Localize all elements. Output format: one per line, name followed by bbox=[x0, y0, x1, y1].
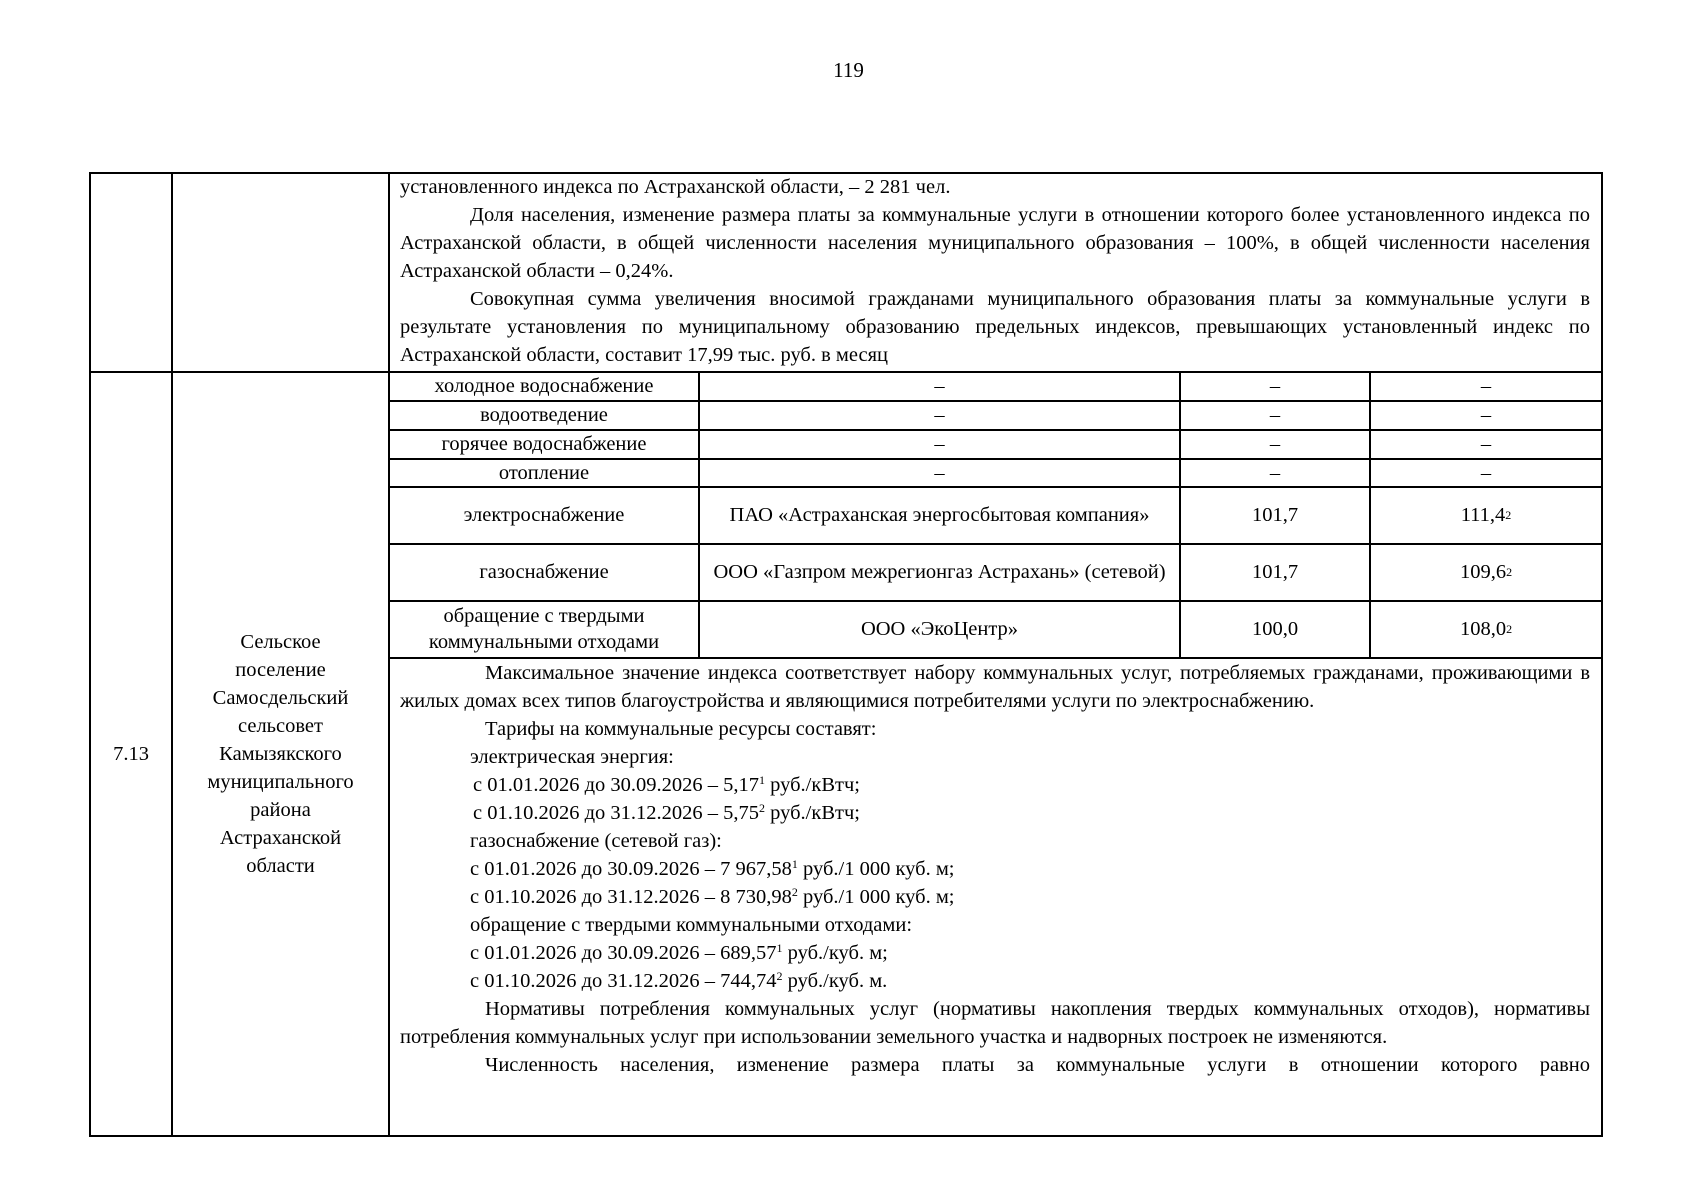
top-section-text bbox=[400, 173, 1590, 371]
municipality-line: Камызякского bbox=[219, 742, 342, 765]
waste-tariff-2: с 01.10.2026 до 31.12.2026 – 744,74$^2$ руб./куб. м. bbox=[470, 969, 888, 992]
service-provider: – bbox=[934, 375, 945, 397]
service-index: – bbox=[1269, 461, 1281, 484]
norms-note: Нормативы потребления коммунальных услуг (нормативы накопления твердых коммунальных отходов), нормативы потребления коммунальных услуг при использовании земельного участка и надворных построек не изменяются. bbox=[400, 998, 1590, 1048]
max-index-value: 111,4 bbox=[1460, 504, 1506, 526]
service-max-index bbox=[1371, 459, 1601, 486]
service-name: отопление bbox=[498, 461, 590, 484]
population-note: Численность населения, изменение размера платы за коммунальные услуги в отношении которого равно bbox=[485, 1054, 1590, 1076]
waste-tariff-1: с 01.01.2026 до 30.09.2026 – 689,57$^1$ руб./куб. м; bbox=[470, 941, 888, 964]
service-index: – bbox=[1269, 375, 1281, 397]
gas-tariff-1: с 01.01.2026 до 30.09.2026 – 7 967,58$^1$ руб./1 000 куб. м; bbox=[470, 857, 955, 880]
service-max-index: 111,4 2 bbox=[1371, 487, 1601, 543]
electricity-heading: электрическая энергия: bbox=[470, 746, 674, 768]
waste-heading: обращение с твердыми коммунальными отходами: bbox=[470, 914, 913, 936]
service-max-index bbox=[1371, 401, 1601, 429]
service-index: – bbox=[1269, 404, 1281, 426]
max-index-value: – bbox=[1480, 433, 1492, 455]
max-index-note: Максимальное значение индекса соответствует набору коммунальных услуг, потребляемых гражданами, проживающими в жилых домах всех типов благоустройства и являющимися потребителями услуги по электроснабжению. bbox=[400, 662, 1590, 712]
municipality-line: поселение bbox=[235, 658, 326, 681]
municipality-line: области bbox=[246, 854, 315, 877]
entry-number: 7.13 bbox=[113, 742, 149, 765]
service-provider: – bbox=[934, 404, 945, 426]
municipality-name bbox=[173, 372, 388, 1135]
service-name: газоснабжение bbox=[479, 561, 609, 583]
electricity-tariff-2: с 01.10.2026 до 31.12.2026 – 5,75$^2$ руб./кВтч; bbox=[473, 801, 860, 824]
service-provider: ПАО «Астраханская энергосбытовая компания» bbox=[729, 503, 1150, 526]
municipality-line: Самосдельский bbox=[212, 686, 349, 709]
max-index-value: – bbox=[1480, 461, 1492, 484]
notes-text bbox=[400, 659, 1590, 1135]
electricity-tariff-1: с 01.01.2026 до 30.09.2026 – 5,17$^1$ руб./кВтч; bbox=[473, 773, 860, 796]
page-number: 119 bbox=[833, 58, 864, 82]
service-name: электроснабжение bbox=[463, 504, 625, 526]
municipality-line: муниципального bbox=[207, 770, 354, 793]
service-index: 101,7 bbox=[1251, 504, 1299, 526]
paragraph: установленного индекса по Астраханской области, – 2 281 чел. bbox=[400, 176, 951, 198]
max-index-value: – bbox=[1480, 404, 1492, 426]
municipality-line: Сельское bbox=[240, 630, 321, 653]
service-provider: – bbox=[934, 433, 945, 455]
service-name: горячее водоснабжение bbox=[441, 433, 647, 455]
gas-heading: газоснабжение (сетевой газ): bbox=[470, 830, 722, 852]
municipality-line: района bbox=[250, 798, 311, 821]
max-index-value: 108,0 bbox=[1459, 618, 1507, 640]
max-index-value: – bbox=[1480, 375, 1492, 397]
service-name: водоотведение bbox=[480, 404, 608, 426]
paragraph: Доля населения, изменение размера платы за коммунальные услуги в отношении которого более установленного индекса по Астраханской области, в общей численности населения муниципального образования – 100%, в общей численности населения Астраханской области – 0,24%. bbox=[400, 204, 1590, 282]
service-provider: – bbox=[934, 461, 945, 484]
service-provider: ООО «ЭкоЦентр» bbox=[860, 618, 1019, 640]
service-name: обращение с твердыми коммунальными отходами bbox=[428, 605, 660, 653]
paragraph: Совокупная сумма увеличения вносимой гражданами муниципального образования платы за коммунальные услуги в результате установления по муниципальному образованию предельных индексов, превышающих установленный индекс по Астраханской области, составит 17,99 тыс. руб. в месяц bbox=[400, 288, 1590, 366]
tariffs-heading: Тарифы на коммунальные ресурсы составят: bbox=[485, 718, 877, 740]
service-index: – bbox=[1269, 433, 1281, 455]
service-provider: ООО «Газпром межрегионгаз Астрахань» (сетевой) bbox=[713, 560, 1166, 583]
max-index-value: 109,6 bbox=[1459, 561, 1507, 583]
service-max-index bbox=[1371, 430, 1601, 458]
service-name: холодное водоснабжение bbox=[434, 375, 654, 397]
municipality-line: сельсовет bbox=[238, 714, 323, 737]
service-index: 101,7 bbox=[1251, 561, 1299, 583]
service-max-index bbox=[1371, 372, 1601, 400]
gas-tariff-2: с 01.10.2026 до 31.12.2026 – 8 730,98$^2$ руб./1 000 куб. м; bbox=[470, 885, 955, 908]
service-max-index: 108,0 2 bbox=[1371, 601, 1601, 657]
service-max-index: 109,6 2 bbox=[1371, 544, 1601, 600]
service-index: 100,0 bbox=[1251, 618, 1299, 640]
municipality-line: Астраханской bbox=[219, 826, 342, 849]
